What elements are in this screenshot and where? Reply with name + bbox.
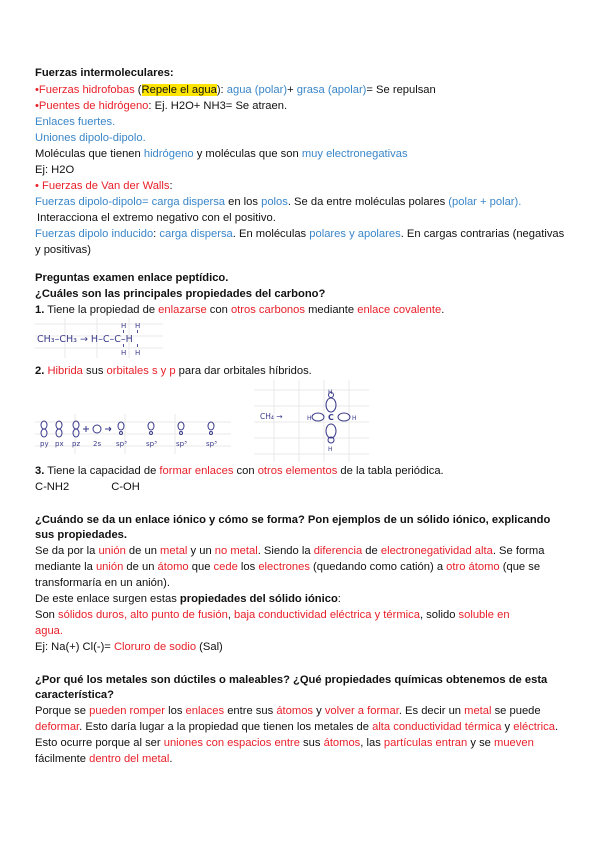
question-ionico-1: ¿Cuándo se da un enlace iónico y cómo se forma? Pon ejemplos de un sólido iónico, explicando — [35, 514, 551, 526]
line-dipolo-inducido: Fuerzas dipolo inducido: carga dispersa. En moléculas polares y apolares. En cargas contrarias (negativas — [35, 228, 565, 240]
line-moleculas: Moléculas que tienen hidrógeno y moléculas que son muy electronegativas — [35, 148, 408, 160]
line-fuerzas-hidrofobas: •Fuerzas hidrofobas (Repele el agua): agua (polar)+ grasa (apolar)= Se repulsan — [35, 84, 436, 96]
orbital-label-7: sp³ — [176, 440, 187, 448]
point-3: 3. Tiene la capacidad de formar enlaces con otros elementos de la tabla periódica. — [35, 465, 444, 477]
sketch-hybridization — [35, 414, 231, 454]
methane-h-bottom: H — [328, 446, 333, 453]
methane-label: CH₄ → — [260, 412, 283, 421]
sketch-ethane — [35, 318, 163, 358]
methane-h-right: H — [352, 415, 357, 422]
ionico-line-5: Son sólidos duros, alto punto de fusión, baja conductividad eléctrica y térmica, solido soluble en — [35, 609, 510, 621]
question-ionico-2: sus propiedades. — [35, 529, 128, 541]
question-metales-1: ¿Por qué los metales son dúctiles o maleables? ¿Qué propiedades químicas obtenemos de esta — [35, 674, 548, 686]
highlight-repele-el-agua: Repele el agua — [141, 84, 217, 96]
ionico-line-6: agua. — [35, 625, 63, 637]
sketch-methane — [254, 380, 369, 462]
metales-line-2: deformar. Esto daría lugar a la propiedad que tienen los metales de alta conductividad térmica y eléctrica. — [35, 721, 559, 733]
line-enlaces-fuertes: Enlaces fuertes. — [35, 116, 116, 128]
ionico-line-4: De este enlace surgen estas propiedades del sólido iónico: — [35, 593, 341, 605]
orbital-label-3: pz — [72, 440, 81, 448]
section-heading-peptidico: Preguntas examen enlace peptídico. — [35, 272, 229, 284]
point-2: 2. Hibrida sus orbitales s y p para dar orbitales híbridos. — [35, 365, 312, 377]
line-interacciona: Interacciona el extremo negativo con el positivo. — [37, 212, 276, 224]
line-ej-h2o: Ej: H2O — [35, 164, 75, 176]
orbital-label-4: 2s — [93, 440, 102, 448]
orbital-label-5: sp³ — [116, 440, 127, 448]
line-van-der-walls: • Fuerzas de Van der Walls: — [35, 180, 173, 192]
examples-line — [35, 480, 140, 496]
example-c-nh2: C-NH2 — [35, 481, 70, 493]
line-positivas: y positivas) — [35, 244, 91, 256]
ionico-line-1: Se da por la unión de un metal y un no metal. Siendo la diferencia de electronegatividad alta. Se forma — [35, 545, 545, 557]
line-puentes-hidrogeno: •Puentes de hidrógeno: Ej. H2O+ NH3= Se atraen. — [35, 100, 288, 112]
ionico-line-7: Ej: Na(+) Cl(-)= Cloruro de sodio (Sal) — [35, 641, 223, 653]
methane-carbon: C — [328, 413, 334, 422]
line-uniones-dipolo: Uniones dipolo-dipolo. — [35, 132, 146, 144]
question-metales-2: característica? — [35, 689, 114, 701]
methane-h-left: H — [307, 415, 312, 422]
metales-line-1: Porque se pueden romper los enlaces entre sus átomos y volver a formar. Es decir un metal se puede — [35, 705, 541, 717]
ethane-formula: CH₃–CH₃ → H–C–C–H — [37, 334, 133, 345]
orbital-label-6: sp³ — [146, 440, 157, 448]
ethane-h-bottom-1: H — [121, 349, 127, 357]
orbital-label-8: sp³ — [206, 440, 217, 448]
ionico-line-2: mediante la unión de un átomo que cede los electrones (quedando como catión) a otro átomo (que se — [35, 561, 541, 573]
line-dipolo-dipolo: Fuerzas dipolo-dipolo= carga dispersa en los polos. Se da entre moléculas polares (polar + polar). — [35, 196, 522, 208]
metales-line-3: Esto ocurre porque al ser uniones con espacios entre sus átomos, las partículas entran y se mueven — [35, 737, 534, 749]
example-c-oh: C-OH — [111, 481, 140, 493]
ionico-line-3: transformaría en un anión). — [35, 577, 170, 589]
point-1: 1. Tiene la propiedad de enlazarse con otros carbonos mediante enlace covalente. — [35, 304, 445, 316]
ethane-h-top-1: H — [121, 322, 127, 330]
metales-line-4: fácilmente dentro del metal. — [35, 753, 173, 765]
question-carbono: ¿Cuáles son las principales propiedades del carbono? — [35, 288, 326, 300]
ethane-h-top-2: H — [135, 322, 141, 330]
section-heading-fuerzas: Fuerzas intermoleculares: — [35, 67, 174, 79]
ethane-h-bottom-2: H — [135, 349, 141, 357]
orbital-label-2: px — [55, 440, 64, 448]
methane-h-top: H — [328, 389, 333, 396]
orbital-label-1: py — [40, 440, 49, 448]
